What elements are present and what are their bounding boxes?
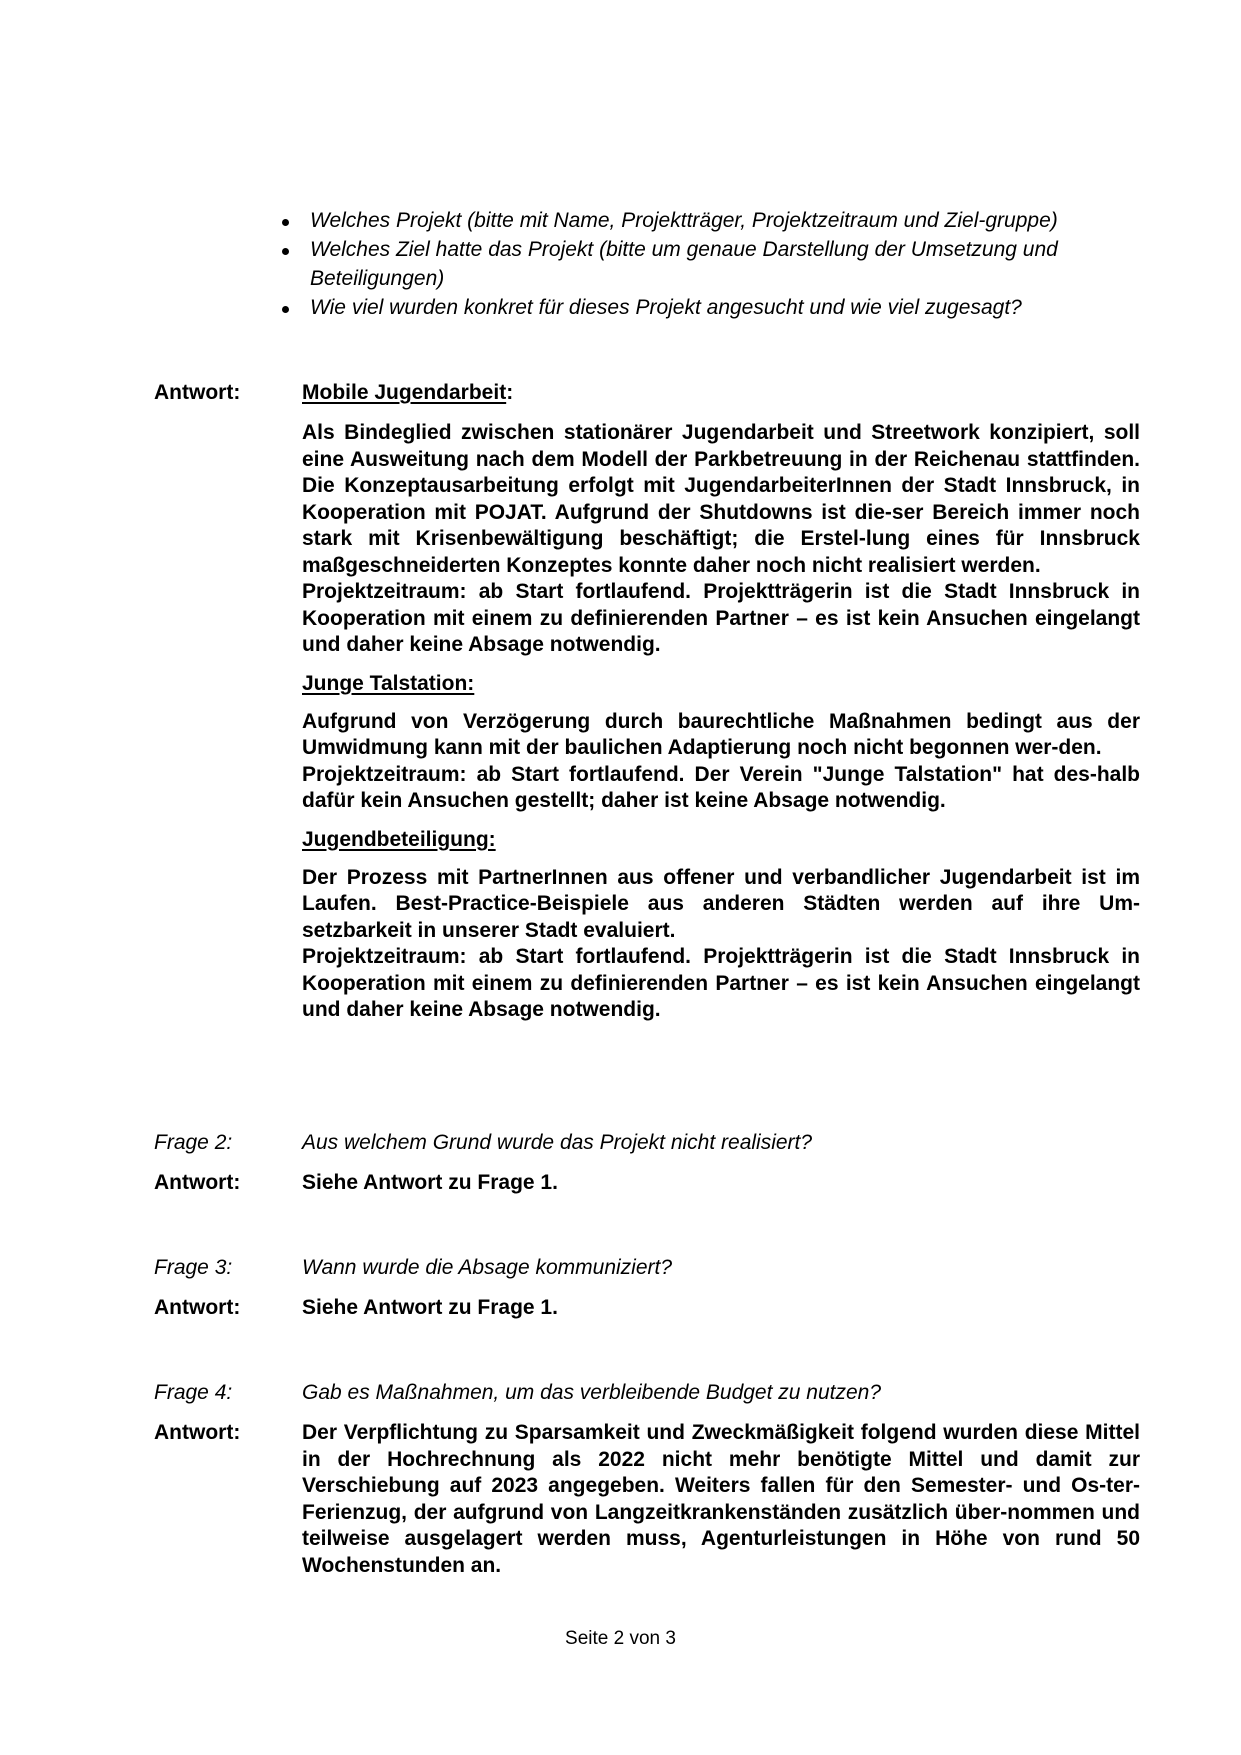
bullet-icon xyxy=(282,306,289,313)
question-label: Frage 3: xyxy=(154,1256,233,1279)
question-text: Aus welchem Grund wurde das Projekt nicht realisiert? xyxy=(302,1131,813,1154)
bullet-item: Welches Ziel hatte das Projekt (bitte um genaue Darstellung der Umsetzung und Beteiligungen) xyxy=(310,235,1130,293)
section-heading-mobile-jugendarbeit: Mobile Jugendarbeit: xyxy=(302,381,514,404)
section-paragraph: Projektzeitraum: ab Start fortlaufend. Projektträgerin ist die Stadt Innsbruck in Kooperation mit einem zu definierenden Partner – es ist kein Ansuchen eingelangt und daher keine Absage notwendig. xyxy=(302,945,1140,1021)
answer-label: Antwort: xyxy=(154,1296,241,1319)
page-number: Seite 2 von 3 xyxy=(565,1628,676,1649)
section-paragraph: Als Bindeglied zwischen stationärer Jugendarbeit und Streetwork konzipiert, soll eine Ausweitung nach dem Modell der Parkbetreuung in der Reichenau stattfinden. Die Konzeptausarbeitung erfolgt mit JugendarbeiterInnen der Stadt Innsbruck, in Kooperation mit POJAT. Aufgrund der Shutdowns ist die-ser Bereich immer noch stark mit Krisenbewältigung beschäftigt; die Erstel-lung eines für Innsbruck maßgeschneiderten Konzeptes konnte daher noch nicht realisiert werden. xyxy=(302,421,1140,577)
bullet-item: Welches Projekt (bitte mit Name, Projektträger, Projektzeitraum und Ziel-gruppe) xyxy=(310,206,1130,235)
answer-text: Siehe Antwort zu Frage 1. xyxy=(302,1296,558,1319)
section-paragraph: Aufgrund von Verzögerung durch baurechtliche Maßnahmen bedingt aus der Umwidmung kann mit der baulichen Adaptierung noch nicht begonnen wer-den. xyxy=(302,709,1140,759)
question-label: Frage 4: xyxy=(154,1381,233,1404)
question-bullet-list xyxy=(310,206,1130,322)
answer-text: Siehe Antwort zu Frage 1. xyxy=(302,1171,558,1194)
section-heading-junge-talstation: Junge Talstation: xyxy=(302,671,475,695)
answer-1-content xyxy=(302,380,1140,1024)
section-paragraph: Der Prozess mit PartnerInnen aus offener und verbandlicher Jugendarbeit ist im Laufen. Best-Practice-Beispiele aus anderen Städten werden auf ihre Um-setzbarkeit in unserer Stadt evaluiert. xyxy=(302,865,1140,942)
bullet-icon xyxy=(282,219,289,226)
section-heading-jugendbeteiligung: Jugendbeteiligung: xyxy=(302,827,496,851)
answer-label: Antwort: xyxy=(154,1421,241,1444)
question-text: Gab es Maßnahmen, um das verbleibende Budget zu nutzen? xyxy=(302,1381,882,1404)
answer-label: Antwort: xyxy=(154,1171,241,1194)
bullet-item: Wie viel wurden konkret für dieses Projekt angesucht und wie viel zugesagt? xyxy=(310,293,1130,322)
question-label: Frage 2: xyxy=(154,1131,233,1154)
bullet-icon xyxy=(282,248,289,255)
question-text: Wann wurde die Absage kommuniziert? xyxy=(302,1256,673,1279)
answer-label: Antwort: xyxy=(154,381,241,404)
answer-text: Der Verpflichtung zu Sparsamkeit und Zweckmäßigkeit folgend wurden diese Mittel in der Hochrechnung als 2022 nicht mehr benötigte Mittel und damit zur Verschiebung auf 2023 angegeben. Weiters fallen für den Semester- und Os-ter-Ferienzug, der aufgrund von Langzeitkrankenständen zusätzlich über-nommen und teilweise ausgelagert werden muss, Agenturleistungen in Höhe von rund 50 Wochenstunden an. xyxy=(302,1421,1140,1577)
section-paragraph: Projektzeitraum: ab Start fortlaufend. Projektträgerin ist die Stadt Innsbruck in Kooperation mit einem zu definierenden Partner – es ist kein Ansuchen eingelangt und daher keine Absage notwendig. xyxy=(302,580,1140,656)
section-paragraph: Projektzeitraum: ab Start fortlaufend. Der Verein "Junge Talstation" hat des-halb dafür kein Ansuchen gestellt; daher ist keine Absage notwendig. xyxy=(302,762,1140,812)
